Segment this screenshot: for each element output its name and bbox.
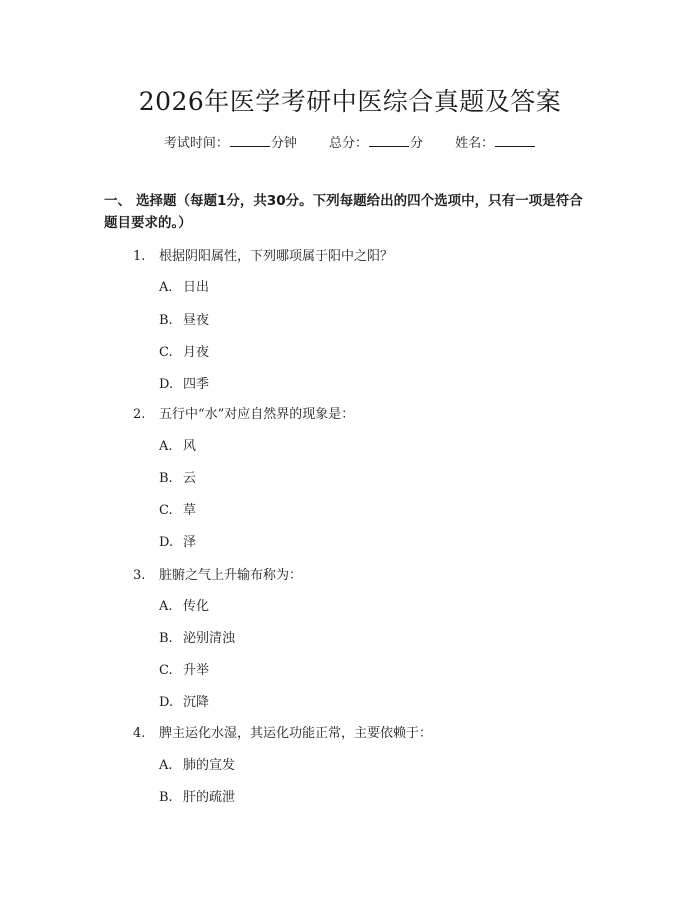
exam-score	[329, 136, 423, 151]
option-text: 月夜	[183, 345, 210, 360]
option-text: 传化	[183, 599, 210, 614]
option-2a	[159, 435, 196, 454]
question-number: 2.	[133, 407, 146, 422]
question-text: 脏腑之气上升输布称为：	[159, 568, 303, 583]
option-letter: C.	[159, 503, 173, 518]
exam-time	[164, 136, 297, 151]
score-label: 总分：	[328, 136, 368, 151]
option-letter: A.	[159, 280, 173, 295]
option-4a	[159, 754, 235, 773]
option-letter: C.	[159, 663, 173, 678]
question-text: 五行中“水”对应自然界的现象是：	[159, 407, 355, 422]
question-1	[133, 245, 393, 264]
name-blank	[495, 134, 535, 147]
option-letter: D.	[159, 535, 174, 550]
time-blank	[230, 134, 270, 147]
option-3b	[159, 627, 235, 646]
option-2c	[159, 499, 196, 518]
option-text: 草	[183, 503, 197, 518]
option-text: 肝的疏泄	[183, 790, 236, 805]
score-unit: 分	[410, 136, 424, 151]
option-text: 泌别清浊	[183, 631, 236, 646]
exam-name	[455, 136, 536, 151]
option-3a	[159, 595, 209, 614]
option-letter: B.	[159, 471, 173, 486]
section-header	[104, 190, 594, 234]
option-letter: A.	[159, 599, 173, 614]
name-label: 姓名：	[455, 136, 495, 151]
section-text: 选择题（每题1分，共30分。下列每题给出的四个选项中，只有一项是符合题目要求的。）	[104, 193, 583, 231]
question-2	[133, 403, 354, 422]
question-number: 1.	[133, 249, 146, 264]
option-text: 沉降	[183, 695, 210, 710]
option-4b	[159, 786, 235, 805]
question-3	[133, 564, 302, 583]
question-number: 4.	[133, 726, 146, 741]
section-number: 一、	[104, 193, 131, 209]
score-blank	[369, 134, 409, 147]
option-text: 泽	[183, 535, 197, 550]
question-text: 根据阴阳属性，下列哪项属于阳中之阳？	[159, 249, 394, 264]
question-number: 3.	[133, 568, 146, 583]
page-title: 2026年医学考研中医综合真题及答案	[138, 87, 562, 116]
option-3c	[159, 659, 209, 678]
option-text: 肺的宣发	[183, 758, 236, 773]
time-label: 考试时间：	[163, 136, 229, 151]
option-text: 四季	[183, 377, 210, 392]
option-1a	[159, 276, 209, 295]
option-letter: C.	[159, 345, 173, 360]
option-text: 升举	[183, 663, 210, 678]
exam-meta	[0, 132, 700, 151]
option-letter: D.	[159, 377, 174, 392]
option-text: 昼夜	[183, 313, 210, 328]
option-text: 日出	[183, 280, 210, 295]
option-1c	[159, 341, 209, 360]
option-2b	[159, 467, 196, 486]
option-letter: A.	[159, 439, 173, 454]
question-4	[133, 722, 432, 741]
option-letter: B.	[159, 631, 173, 646]
option-text: 风	[183, 439, 197, 454]
option-letter: A.	[159, 758, 173, 773]
time-unit: 分钟	[270, 136, 297, 151]
option-1d	[159, 373, 209, 392]
option-2d	[159, 531, 196, 550]
option-1b	[159, 309, 209, 328]
option-letter: B.	[159, 790, 173, 805]
question-text: 脾主运化水湿，其运化功能正常，主要依赖于：	[159, 726, 433, 741]
option-text: 云	[183, 471, 197, 486]
option-3d	[159, 691, 209, 710]
option-letter: B.	[159, 313, 173, 328]
option-letter: D.	[159, 695, 174, 710]
